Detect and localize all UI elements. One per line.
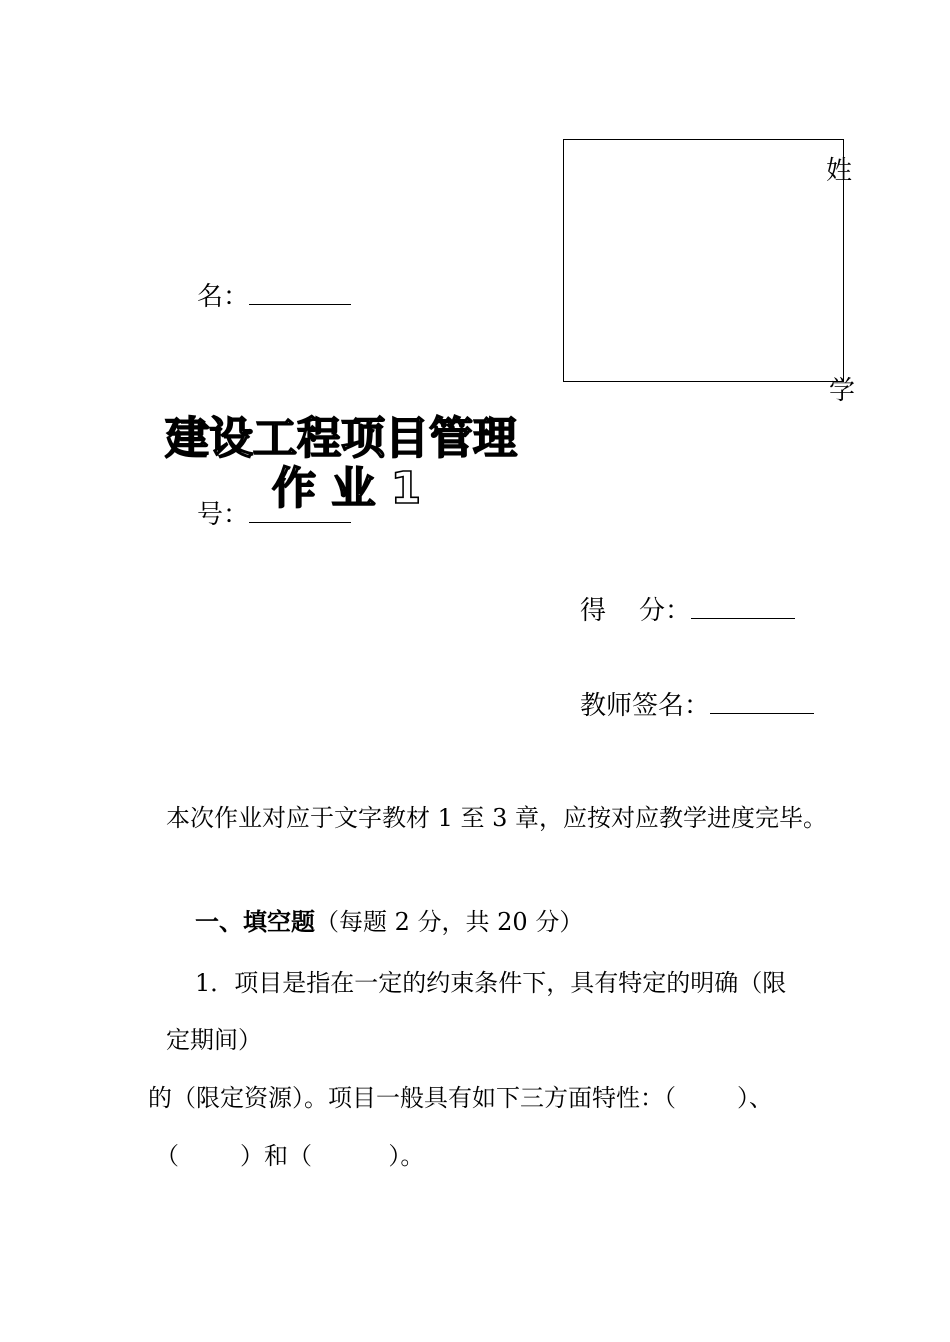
photo-box <box>563 139 844 382</box>
score-field <box>580 590 795 627</box>
name-field <box>197 276 351 313</box>
id-field <box>197 494 351 531</box>
teacher-sign-field <box>580 685 814 722</box>
doc-title-line2: 作 业 1 <box>272 463 422 514</box>
teacher-sign-blank[interactable] <box>710 712 814 714</box>
question1-line3: 的（限定资源）。项目一般具有如下三方面特性：（ ）、 <box>148 1084 774 1112</box>
name-label-top-char: 姓 <box>826 156 853 186</box>
section-heading <box>195 902 583 937</box>
id-blank[interactable] <box>249 521 351 523</box>
intro-text: 本次作业对应于文字教材 1 至 3 章，应按对应教学进度完毕。 <box>166 804 828 832</box>
question1-line2: 定期间） <box>166 1026 262 1054</box>
id-label: 号： <box>197 500 250 530</box>
section-title: 一、填空题 <box>195 908 315 936</box>
question1-line1: 1．项目是指在一定的约束条件下，具有特定的明确（限 <box>195 969 787 997</box>
id-label-top-char: 学 <box>829 376 856 406</box>
question1-line4: （ ）和（ ）。 <box>155 1142 425 1170</box>
section-note: （每题 2 分，共 20 分） <box>315 908 584 936</box>
doc-title-line1: 建设工程项目管理 <box>165 413 517 464</box>
score-blank[interactable] <box>691 617 795 619</box>
name-blank[interactable] <box>249 303 351 305</box>
name-label: 名： <box>197 282 250 312</box>
teacher-sign-label: 教师签名： <box>580 691 711 721</box>
score-label: 得 分： <box>580 596 692 626</box>
